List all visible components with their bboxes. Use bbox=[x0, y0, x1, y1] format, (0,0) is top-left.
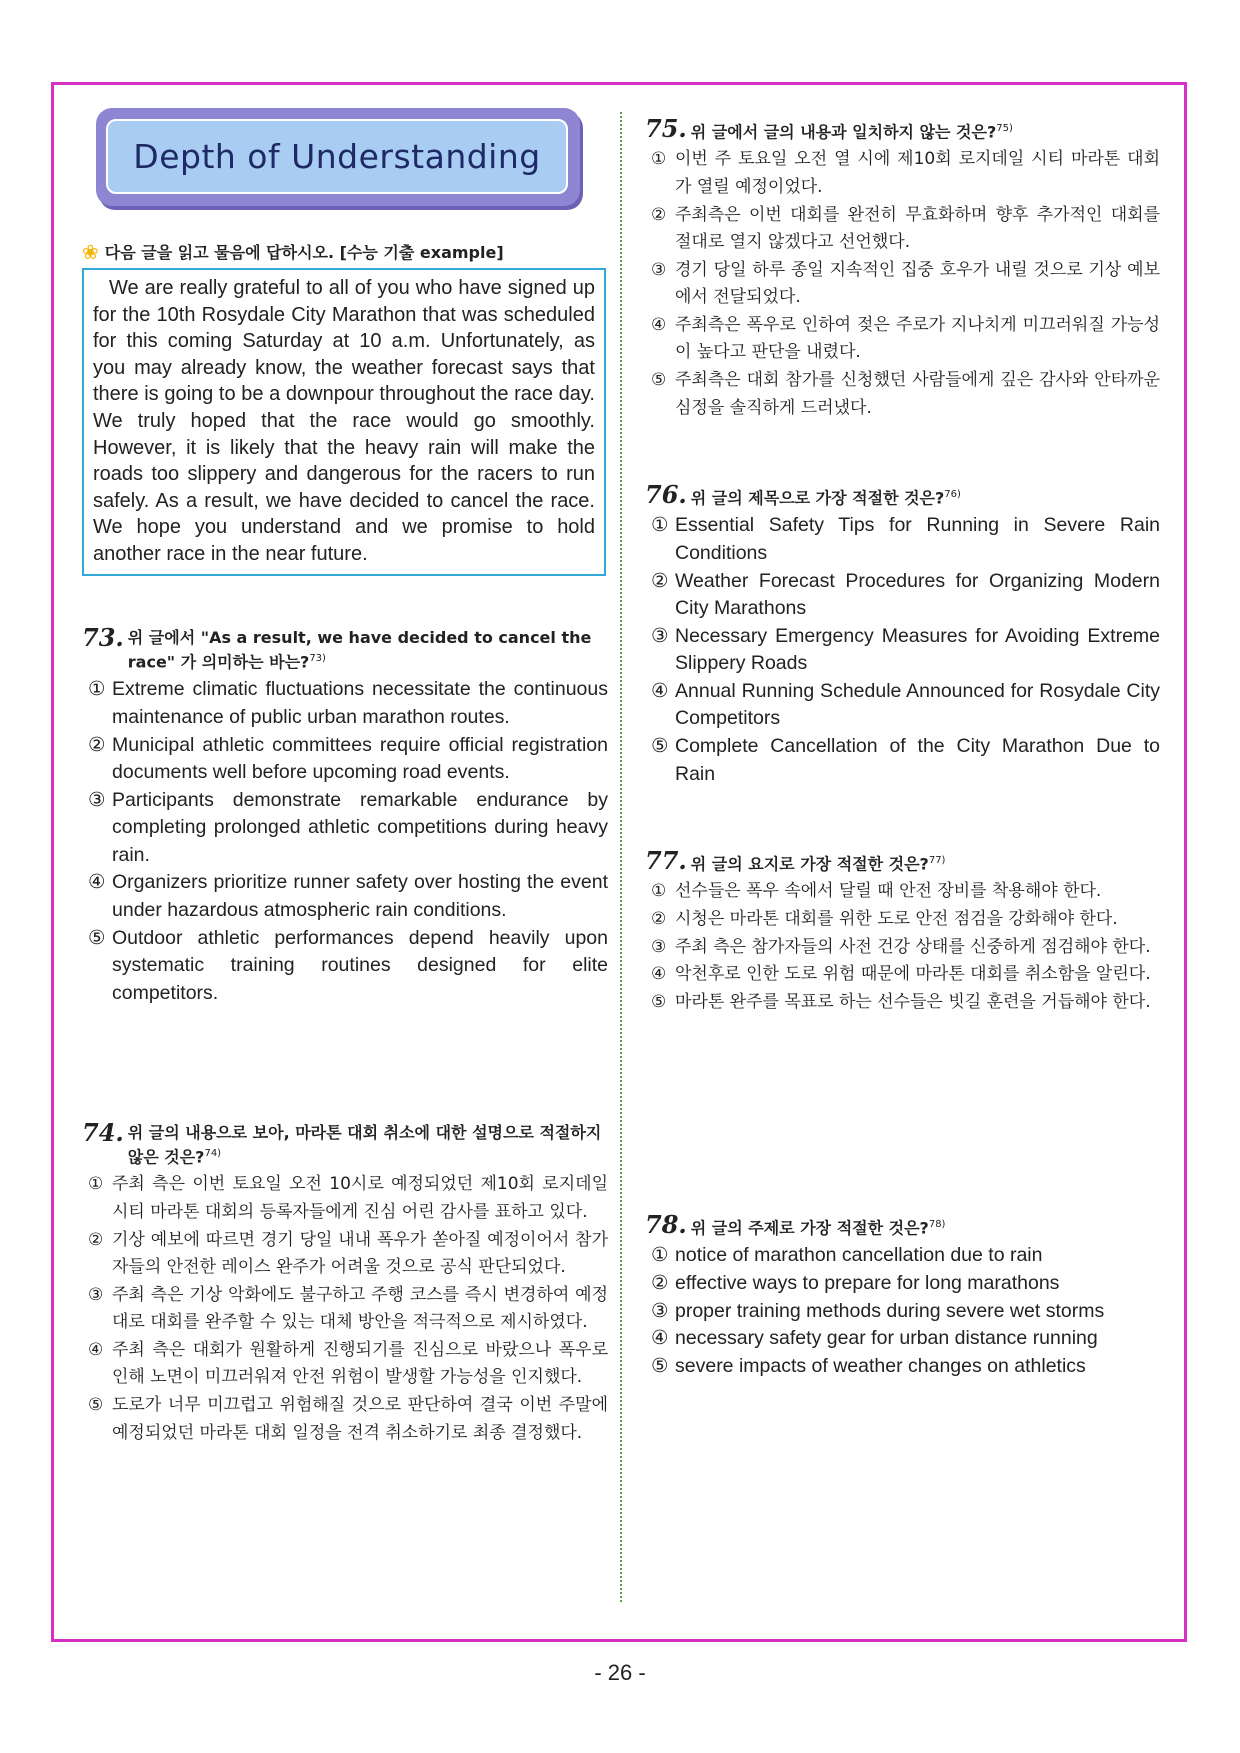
footnote-ref: 77) bbox=[928, 855, 946, 866]
banner-title: Depth of Understanding bbox=[133, 137, 541, 176]
option[interactable]: ⑤ 주최측은 대회 참가를 신청했던 사람들에게 깊은 감사와 안타까운 심정을 솔직하게 드러냈다. bbox=[651, 370, 1160, 418]
option[interactable]: ③ Necessary Emergency Measures for Avoiding Extreme Slippery Roads bbox=[651, 624, 1160, 675]
question-75 bbox=[645, 114, 1160, 422]
question-number: 78. bbox=[645, 1210, 687, 1239]
option[interactable]: ① Extreme climatic fluctuations necessitate the continuous maintenance of public urban marathon routes. bbox=[88, 678, 608, 728]
question-text: 위 글의 내용으로 보아, 마라톤 대회 취소에 대한 설명으로 적절하지 않은 것은?$^{74)}$ bbox=[127, 1123, 602, 1167]
option[interactable]: ⑤ 마라톤 완주를 목표로 하는 선수들은 빗길 훈련을 거듭해야 한다. bbox=[651, 991, 1151, 1012]
option[interactable]: ① notice of marathon cancellation due to rain bbox=[651, 1244, 1043, 1267]
option[interactable]: ② 주최측은 이번 대회를 완전히 무효화하며 향후 추가적인 대회를 절대로 열지 않겠다고 선언했다. bbox=[651, 204, 1160, 253]
option[interactable]: ② Municipal athletic committees require official registration documents well before upcoming road events. bbox=[88, 733, 608, 784]
question-number: 75. bbox=[645, 114, 687, 143]
option[interactable]: ⑤ Outdoor athletic performances depend heavily upon systematic training routines designed for elite competitors. bbox=[88, 926, 608, 1004]
option[interactable]: ② 시청은 마라톤 대회를 위한 도로 안전 점검을 강화해야 한다. bbox=[651, 908, 1118, 929]
question-text: 위 글의 제목으로 가장 적절한 것은?$^{76)}$ bbox=[690, 488, 961, 508]
option[interactable]: ④ 주최측은 폭우로 인하여 젖은 주로가 지나치게 미끄러워질 가능성이 높다고 판단을 내렸다. bbox=[651, 314, 1160, 363]
option[interactable]: ② Weather Forecast Procedures for Organizing Modern City Marathons bbox=[651, 569, 1160, 620]
option[interactable]: ③ 주최 측은 기상 악화에도 불구하고 주행 코스를 즉시 변경하여 예정대로 대회를 완주할 수 있는 대체 방안을 적극적으로 제시하였다. bbox=[88, 1284, 608, 1333]
option[interactable]: ⑤ Complete Cancellation of the City Marathon Due to Rain bbox=[651, 735, 1160, 785]
option[interactable]: ③ 주최 측은 참가자들의 사전 건강 상태를 신중하게 점검해야 한다. bbox=[651, 936, 1151, 957]
option[interactable]: ① 이번 주 토요일 오전 열 시에 제10회 로지데일 시티 마라톤 대회가 열릴 예정이었다. bbox=[651, 149, 1160, 197]
question-text: 위 글의 주제로 가장 적절한 것은?$^{78)}$ bbox=[690, 1218, 946, 1238]
option[interactable]: ② effective ways to prepare for long marathons bbox=[651, 1271, 1060, 1294]
footnote-ref: 74) bbox=[204, 1148, 222, 1159]
question-73 bbox=[82, 623, 608, 1007]
title-banner-inner bbox=[106, 119, 568, 194]
question-text: 위 글에서 글의 내용과 일치하지 않는 것은?$^{75)}$ bbox=[690, 122, 1013, 142]
option[interactable]: ⑤ 도로가 너무 미끄럽고 위험해질 것으로 판단하여 결국 이번 주말에 예정되었던 마라톤 대회 일정을 전격 취소하기로 최종 결정했다. bbox=[88, 1395, 608, 1443]
title-banner bbox=[96, 108, 580, 206]
option[interactable]: ③ 경기 당일 하루 종일 지속적인 집중 호우가 내릴 것으로 기상 예보에서 전달되었다. bbox=[651, 259, 1160, 308]
option-list bbox=[645, 878, 1160, 1016]
option[interactable]: ③ Participants demonstrate remarkable endurance by completing prolonged athletic competitions during heavy rain. bbox=[88, 788, 608, 866]
footnote-ref: 73) bbox=[309, 653, 326, 664]
question-74 bbox=[82, 1118, 608, 1447]
option[interactable]: ⑤ severe impacts of weather changes on athletics bbox=[651, 1354, 1086, 1377]
question-number: 74. bbox=[82, 1118, 124, 1147]
question-number: 77. bbox=[645, 846, 687, 875]
option[interactable]: ③ proper training methods during severe wet storms bbox=[651, 1299, 1105, 1322]
question-78 bbox=[645, 1210, 1160, 1380]
flower-icon: ❀ bbox=[82, 239, 99, 264]
page-number: - 26 - bbox=[594, 1660, 646, 1685]
instruction-text: 다음 글을 읽고 물음에 답하시오. [수능 기출 example] bbox=[104, 243, 504, 262]
option[interactable]: ① 선수들은 폭우 속에서 달릴 때 안전 장비를 착용해야 한다. bbox=[651, 881, 1102, 902]
instruction bbox=[82, 240, 504, 263]
question-77 bbox=[645, 846, 1160, 1016]
option[interactable]: ④ 악천후로 인한 도로 위험 때문에 마라톤 대회를 취소함을 알린다. bbox=[651, 964, 1151, 985]
question-number: 76. bbox=[645, 480, 687, 509]
option-list bbox=[645, 512, 1160, 788]
footnote-ref: 75) bbox=[996, 123, 1013, 134]
option[interactable]: ④ 주최 측은 대회가 원활하게 진행되기를 진심으로 바랐으나 폭우로 인해 노면이 미끄러워져 안전 위험이 발생할 가능성을 인지했다. bbox=[88, 1339, 608, 1388]
column-divider bbox=[620, 112, 622, 1602]
question-text: 위 글에서 "As a result, we have decided to cancel the race" 가 의미하는 바는?$^{73)}$ bbox=[127, 628, 592, 672]
option-list bbox=[82, 1171, 608, 1447]
option[interactable]: ④ Organizers prioritize runner safety over hosting the event under hazardous atmospheric rain conditions. bbox=[88, 871, 608, 922]
question-76 bbox=[645, 480, 1160, 788]
footnote-ref: 76) bbox=[944, 489, 961, 500]
option-list bbox=[645, 146, 1160, 422]
option[interactable]: ④ Annual Running Schedule Announced for Rosydale City Competitors bbox=[651, 679, 1160, 730]
option-list bbox=[82, 676, 608, 1007]
option[interactable]: ① 주최 측은 이번 토요일 오전 10시로 예정되었던 제10회 로지데일 시티 마라톤 대회의 등록자들에게 진심 어린 감사를 표하고 있다. bbox=[88, 1174, 608, 1222]
option[interactable]: ① Essential Safety Tips for Running in Severe Rain Conditions bbox=[651, 514, 1160, 564]
option-list bbox=[645, 1242, 1160, 1380]
reading-passage: We are really grateful to all of you who have signed up for the 10th Rosydale City Marathon that was scheduled for this coming Saturday at 10 a.m. Unfortunately, as you may already know, the weather forecast says that there is going to be a downpour throughout the race day. We truly hoped that the race would go smoothly. However, it is likely that the heavy rain will make the roads too slippery and dangerous for the racers to run safely. As a result, we have decided to cancel the race. We hope you understand and we promise to hold another race in the near future. bbox=[82, 268, 606, 576]
question-text: 위 글의 요지로 가장 적절한 것은?$^{77)}$ bbox=[690, 854, 946, 874]
option[interactable]: ④ necessary safety gear for urban distance running bbox=[651, 1327, 1098, 1350]
question-number: 73. bbox=[82, 623, 124, 652]
footnote-ref: 78) bbox=[928, 1219, 946, 1230]
option[interactable]: ② 기상 예보에 따르면 경기 당일 내내 폭우가 쏟아질 예정이어서 참가자들의 안전한 레이스 완주가 어려울 것으로 공식 판단되었다. bbox=[88, 1229, 608, 1278]
